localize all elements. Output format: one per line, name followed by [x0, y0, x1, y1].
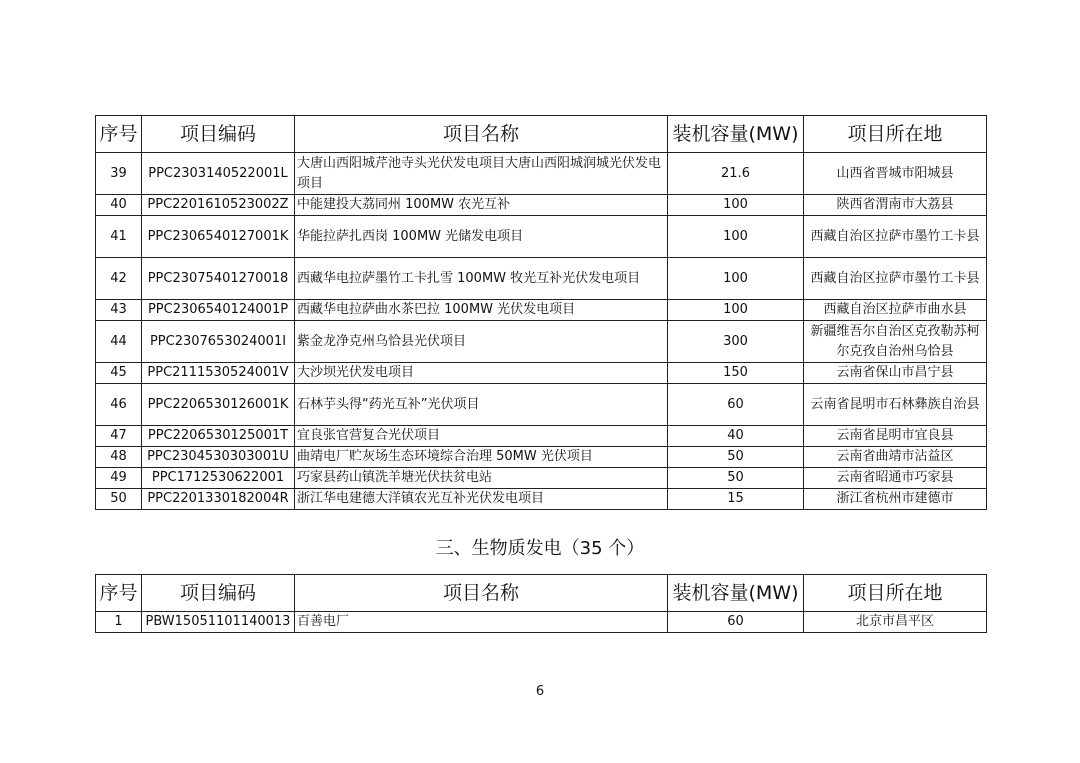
table-header-row: [96, 575, 987, 612]
row-index: 50: [96, 489, 142, 510]
row-index: 46: [96, 384, 142, 426]
table-row: [96, 300, 987, 321]
row-capacity: 100: [668, 258, 804, 300]
row-capacity: 100: [668, 300, 804, 321]
table-row: [96, 258, 987, 300]
table-header-row: [96, 116, 987, 153]
row-name: 大沙坝光伏发电项目: [295, 363, 668, 384]
row-location: 山西省晋城市阳城县: [804, 153, 987, 195]
row-capacity: 50: [668, 447, 804, 468]
row-capacity: 21.6: [668, 153, 804, 195]
header-index: 序号: [96, 575, 142, 612]
row-name: 中能建投大荔同州 100MW 农光互补: [295, 195, 668, 216]
table-row: [96, 468, 987, 489]
row-code: PPC1712530622001: [142, 468, 295, 489]
row-capacity: 60: [668, 612, 804, 633]
row-code: PPC2206530125001T: [142, 426, 295, 447]
header-capacity: 装机容量(MW): [668, 116, 804, 153]
table-row: [96, 426, 987, 447]
row-name: 百善电厂: [295, 612, 668, 633]
row-capacity: 60: [668, 384, 804, 426]
row-location: 西藏自治区拉萨市墨竹工卡县: [804, 258, 987, 300]
table-row: [96, 195, 987, 216]
header-capacity: 装机容量(MW): [668, 575, 804, 612]
row-name: 浙江华电建德大洋镇农光互补光伏发电项目: [295, 489, 668, 510]
row-name: 巧家县药山镇洗羊塘光伏扶贫电站: [295, 468, 668, 489]
row-location: 云南省昆明市石林彝族自治县: [804, 384, 987, 426]
project-table-biomass: [95, 574, 987, 633]
row-capacity: 100: [668, 216, 804, 258]
header-location: 项目所在地: [804, 116, 987, 153]
row-code: PPC2306540127001K: [142, 216, 295, 258]
row-code: PBW15051101140013: [142, 612, 295, 633]
row-capacity: 300: [668, 321, 804, 363]
row-capacity: 50: [668, 468, 804, 489]
header-name: 项目名称: [295, 575, 668, 612]
row-name: 石林芋头得“药光互补”光伏项目: [295, 384, 668, 426]
row-index: 48: [96, 447, 142, 468]
row-index: 40: [96, 195, 142, 216]
row-capacity: 15: [668, 489, 804, 510]
row-index: 43: [96, 300, 142, 321]
row-index: 42: [96, 258, 142, 300]
table-row: [96, 489, 987, 510]
row-index: 45: [96, 363, 142, 384]
header-code: 项目编码: [142, 575, 295, 612]
section-title: 三、生物质发电（35 个）: [435, 538, 645, 559]
row-name: 曲靖电厂贮灰场生态环境综合治理 50MW 光伏项目: [295, 447, 668, 468]
row-location: 云南省保山市昌宁县: [804, 363, 987, 384]
row-index: 41: [96, 216, 142, 258]
table-row: [96, 153, 987, 195]
row-code: PPC2307653024001I: [142, 321, 295, 363]
table-row: [96, 216, 987, 258]
row-code: PPC2206530126001K: [142, 384, 295, 426]
table-row: [96, 612, 987, 633]
row-name: 华能拉萨扎西岗 100MW 光储发电项目: [295, 216, 668, 258]
row-code: PPC2306540124001P: [142, 300, 295, 321]
row-code: PPC2304530303001U: [142, 447, 295, 468]
header-name: 项目名称: [295, 116, 668, 153]
row-index: 1: [96, 612, 142, 633]
row-location: 北京市昌平区: [804, 612, 987, 633]
table-row: [96, 447, 987, 468]
table-row: [96, 384, 987, 426]
row-location: 云南省昆明市宜良县: [804, 426, 987, 447]
row-code: PPC2111530524001V: [142, 363, 295, 384]
row-location: 新疆维吾尔自治区克孜勒苏柯尔克孜自治州乌恰县: [804, 321, 987, 363]
row-name: 紫金龙净克州乌恰县光伏项目: [295, 321, 668, 363]
row-index: 44: [96, 321, 142, 363]
row-capacity: 150: [668, 363, 804, 384]
row-name: 西藏华电拉萨曲水茶巴拉 100MW 光伏发电项目: [295, 300, 668, 321]
row-code: PPC23075401270018: [142, 258, 295, 300]
row-location: 云南省曲靖市沾益区: [804, 447, 987, 468]
row-code: PPC2303140522001L: [142, 153, 295, 195]
table-row: [96, 363, 987, 384]
row-index: 47: [96, 426, 142, 447]
row-location: 浙江省杭州市建德市: [804, 489, 987, 510]
row-location: 西藏自治区拉萨市曲水县: [804, 300, 987, 321]
page-number: 6: [535, 684, 545, 699]
row-code: PPC2201330182004R: [142, 489, 295, 510]
row-index: 39: [96, 153, 142, 195]
row-location: 西藏自治区拉萨市墨竹工卡县: [804, 216, 987, 258]
header-code: 项目编码: [142, 116, 295, 153]
header-index: 序号: [96, 116, 142, 153]
row-location: 陕西省渭南市大荔县: [804, 195, 987, 216]
row-index: 49: [96, 468, 142, 489]
table-row: [96, 321, 987, 363]
row-capacity: 40: [668, 426, 804, 447]
header-location: 项目所在地: [804, 575, 987, 612]
row-name: 宜良张官营复合光伏项目: [295, 426, 668, 447]
row-location: 云南省昭通市巧家县: [804, 468, 987, 489]
row-capacity: 100: [668, 195, 804, 216]
row-code: PPC2201610523002Z: [142, 195, 295, 216]
project-table-solar: [95, 115, 987, 510]
row-name: 大唐山西阳城芹池寺头光伏发电项目大唐山西阳城润城光伏发电项目: [295, 153, 668, 195]
row-name: 西藏华电拉萨墨竹工卡扎雪 100MW 牧光互补光伏发电项目: [295, 258, 668, 300]
